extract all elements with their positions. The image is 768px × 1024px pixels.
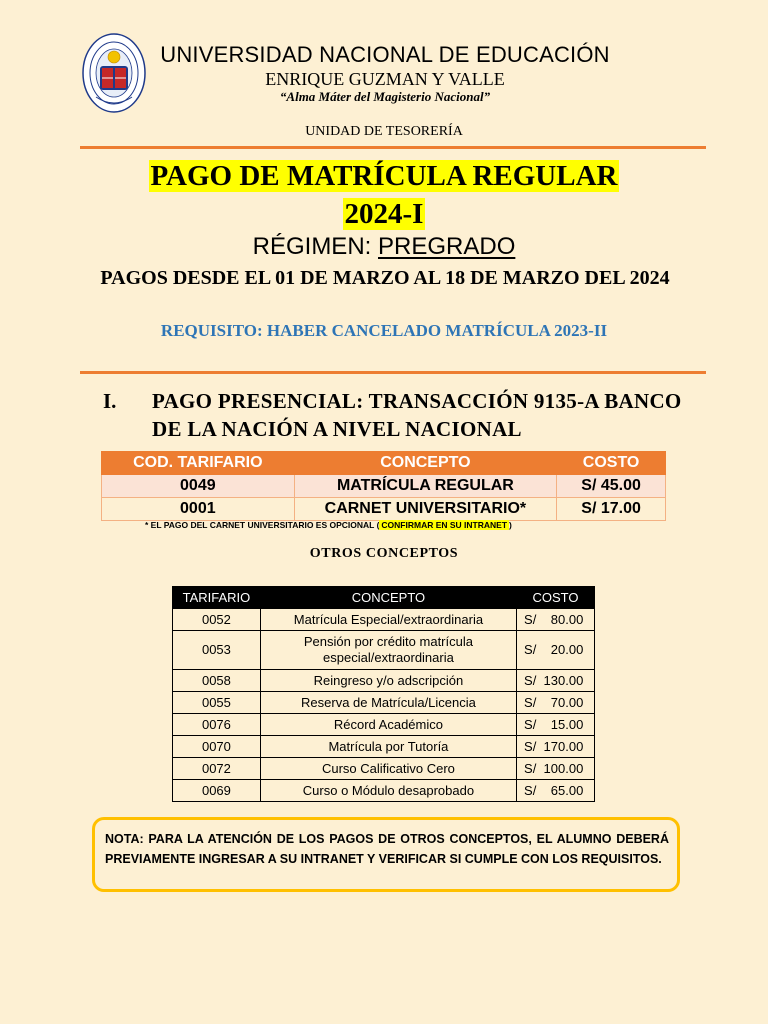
cell-code: 0052 xyxy=(173,609,261,631)
cell-cost: S/ 70.00 xyxy=(517,692,595,714)
university-seal-icon xyxy=(82,33,146,113)
page-title-period xyxy=(0,196,768,232)
university-subname: ENRIQUE GUZMAN Y VALLE xyxy=(265,69,505,89)
cell-cost: S/ 45.00 xyxy=(557,475,666,498)
cell-concept: Pensión por crédito matrícula especial/extraordinaria xyxy=(260,631,516,670)
header-code: TARIFARIO xyxy=(173,587,261,609)
cell-concept: Curso o Módulo desaprobado xyxy=(260,780,516,802)
table-row xyxy=(102,475,666,498)
cell-concept: CARNET UNIVERSITARIO* xyxy=(294,498,557,521)
cell-code: 0053 xyxy=(173,631,261,670)
regular-payment-table xyxy=(101,451,666,521)
table-row xyxy=(173,736,595,758)
requirement: REQUISITO: HABER CANCELADO MATRÍCULA 2023-II xyxy=(160,321,608,340)
cell-code: 0055 xyxy=(173,692,261,714)
table-row xyxy=(173,714,595,736)
university-name: UNIVERSIDAD NACIONAL DE EDUCACIÓN xyxy=(160,42,610,67)
table-row xyxy=(173,692,595,714)
table-row xyxy=(173,670,595,692)
header-cost: COSTO xyxy=(517,587,595,609)
university-motto: “Alma Máter del Magisterio Nacional” xyxy=(279,89,491,104)
table-row xyxy=(173,780,595,802)
header-concept: CONCEPTO xyxy=(294,452,557,475)
cell-code: 0076 xyxy=(173,714,261,736)
cell-concept: Matrícula por Tutoría xyxy=(260,736,516,758)
cell-cost: S/ 15.00 xyxy=(517,714,595,736)
cell-code: 0072 xyxy=(173,758,261,780)
cell-concept: MATRÍCULA REGULAR xyxy=(294,475,557,498)
header-code: COD. TARIFARIO xyxy=(102,452,295,475)
regimen-label: RÉGIMEN: xyxy=(252,233,372,260)
section-title: PAGO PRESENCIAL: TRANSACCIÓN 9135-A BANCO DE LA NACIÓN A NIVEL NACIONAL xyxy=(152,389,682,441)
cell-cost: S/ 65.00 xyxy=(517,780,595,802)
cell-concept: Matrícula Especial/extraordinaria xyxy=(260,609,516,631)
payment-dates: PAGOS DESDE EL 01 DE MARZO AL 18 DE MARZO DEL 2024 xyxy=(100,267,670,289)
cell-code: 0049 xyxy=(102,475,295,498)
page-title-text: PAGO DE MATRÍCULA REGULAR xyxy=(150,160,618,192)
section-number: I. xyxy=(103,389,117,413)
other-concepts-title: OTROS CONCEPTOS xyxy=(309,546,459,561)
unit-name: UNIDAD DE TESORERÍA xyxy=(305,124,463,139)
cell-concept: Reingreso y/o adscripción xyxy=(260,670,516,692)
regimen-value: PREGRADO xyxy=(378,233,516,260)
cell-cost: S/ 130.00 xyxy=(517,670,595,692)
cell-concept: Curso Calificativo Cero xyxy=(260,758,516,780)
footnote-highlight: CONFIRMAR EN SU INTRANET xyxy=(381,520,508,530)
table-row xyxy=(173,631,595,670)
cell-cost: S/ 170.00 xyxy=(517,736,595,758)
header-concept: CONCEPTO xyxy=(260,587,516,609)
cell-cost: S/ 100.00 xyxy=(517,758,595,780)
page-title-period-text: 2024-I xyxy=(344,198,424,230)
cell-cost: S/ 17.00 xyxy=(557,498,666,521)
note-box: NOTA: PARA LA ATENCIÓN DE LOS PAGOS DE OTROS CONCEPTOS, EL ALUMNO DEBERÁ PREVIAMENTE INGRESAR A SU INTRANET Y VERIFICAR SI CUMPLE CON LOS REQUISITOS. xyxy=(92,817,680,892)
footnote xyxy=(145,520,665,531)
cell-code: 0069 xyxy=(173,780,261,802)
other-concepts-table xyxy=(172,586,595,802)
cell-code: 0070 xyxy=(173,736,261,758)
table-row xyxy=(173,609,595,631)
cell-concept: Récord Académico xyxy=(260,714,516,736)
regimen xyxy=(0,230,768,264)
divider-top xyxy=(80,146,706,149)
page-title xyxy=(0,158,768,194)
divider-middle xyxy=(80,371,706,374)
table-header-row xyxy=(173,587,595,609)
cell-code: 0058 xyxy=(173,670,261,692)
cell-concept: Reserva de Matrícula/Licencia xyxy=(260,692,516,714)
table-row xyxy=(102,498,666,521)
table-row xyxy=(173,758,595,780)
cell-cost: S/ 80.00 xyxy=(517,609,595,631)
header-cost: COSTO xyxy=(557,452,666,475)
footnote-end: ) xyxy=(509,520,512,530)
cell-cost: S/ 20.00 xyxy=(517,631,595,670)
footnote-text: * EL PAGO DEL CARNET UNIVERSITARIO ES OPCIONAL ( xyxy=(145,520,380,530)
table-header-row xyxy=(102,452,666,475)
cell-code: 0001 xyxy=(102,498,295,521)
